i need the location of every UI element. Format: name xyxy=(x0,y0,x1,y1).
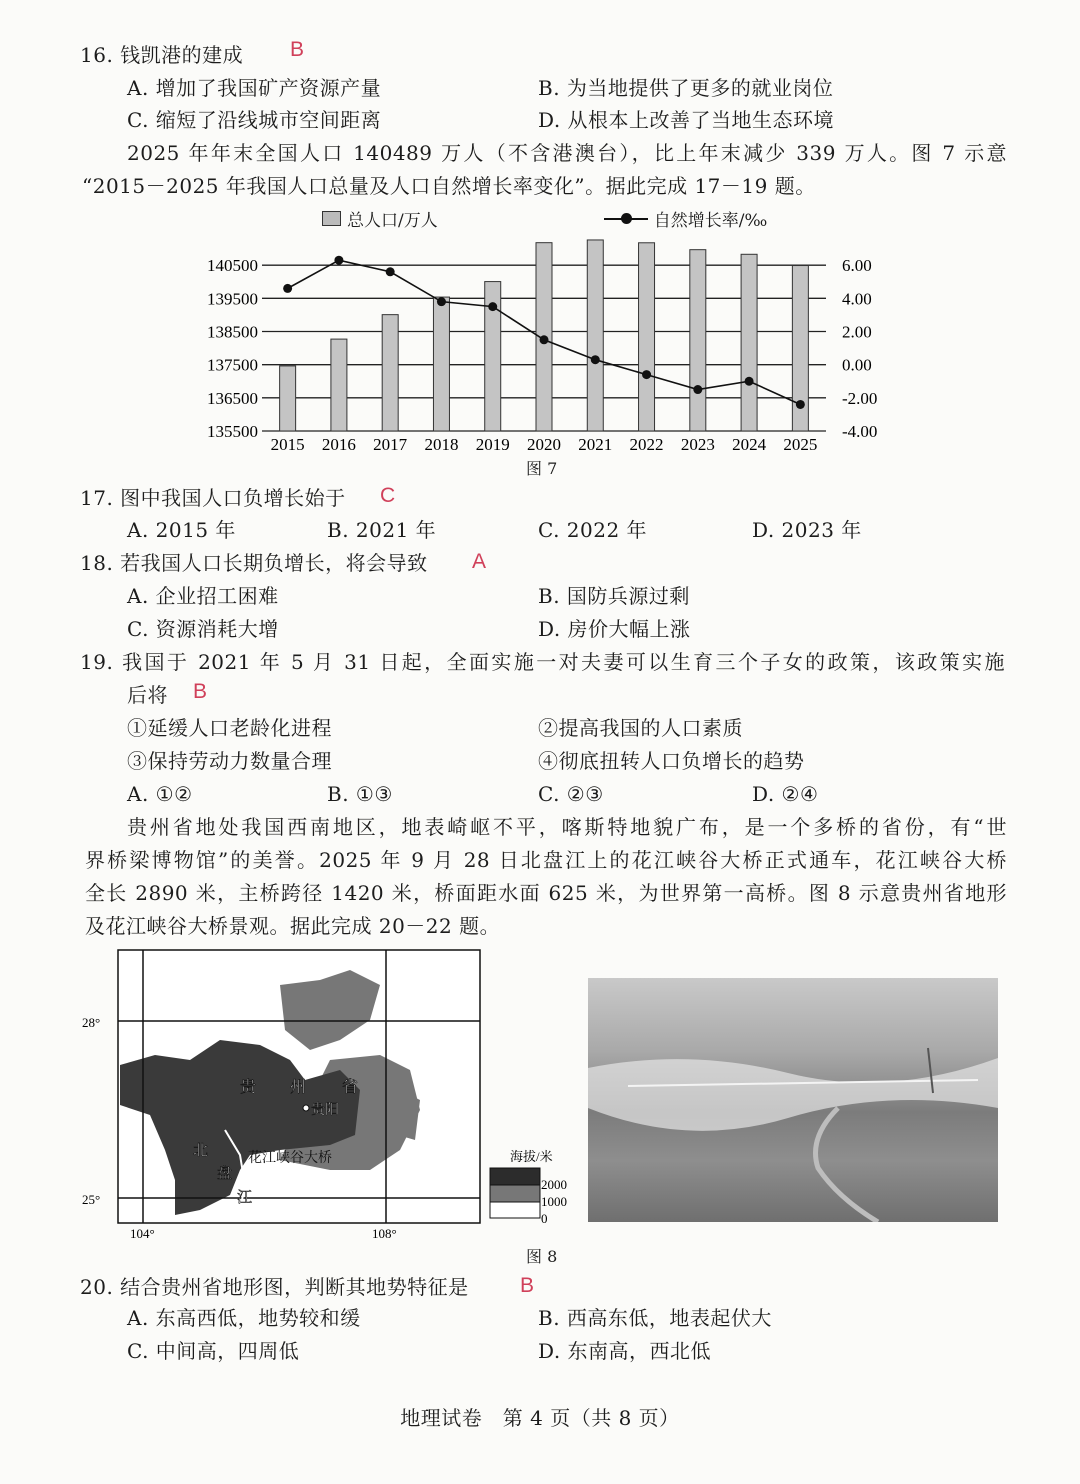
map-city-label: 贵阳 xyxy=(311,1103,339,1118)
map-label: 州 xyxy=(290,1079,307,1096)
q18-option-c: C. 资源消耗大增 xyxy=(127,617,279,641)
map-legend-value: 2000 xyxy=(541,1177,567,1192)
growth-rate-point xyxy=(386,267,395,276)
x-tick-label: 2023 xyxy=(680,435,715,454)
map-legend-value: 0 xyxy=(541,1211,548,1226)
q20-answer: B xyxy=(520,1274,535,1297)
passage1-line: 2025 年年末全国人口 140489 万人（不含港澳台），比上年末减少 339 万人。图 7 示意 xyxy=(127,141,1007,165)
lon-label-108: 108° xyxy=(372,1226,397,1240)
right-tick-label: -2.00 xyxy=(842,388,878,408)
population-bar xyxy=(382,315,398,431)
figure8-caption: 图 8 xyxy=(526,1247,558,1266)
legend-line-swatch xyxy=(604,218,648,220)
q19-item: ①延缓人口老龄化进程 xyxy=(127,716,332,740)
left-tick-label: 140500 xyxy=(207,256,258,276)
population-bar xyxy=(280,366,296,431)
growth-rate-point xyxy=(745,377,754,386)
map-river-label: 盘 xyxy=(217,1166,233,1182)
q20-option-a: A. 东高西低，地势较和缓 xyxy=(127,1306,361,1330)
q19-option-d: D. ②④ xyxy=(752,782,819,806)
x-tick-label: 2022 xyxy=(629,435,664,454)
q16-answer: B xyxy=(290,38,305,61)
population-chart xyxy=(180,230,900,465)
left-tick-label: 136500 xyxy=(207,388,258,408)
growth-rate-point xyxy=(488,302,497,311)
q18-answer: A xyxy=(472,550,487,573)
q16-option-d: D. 从根本上改善了当地生态环境 xyxy=(538,108,835,132)
passage2-line: 全长 2890 米，主桥跨径 1420 米，桥面距水面 625 米，为世界第一高桥。图 8 示意贵州省地形 xyxy=(85,881,1007,905)
passage2-line: 界桥梁博物馆”的美誉。2025 年 9 月 28 日北盘江上的花江峡谷大桥正式通车，花江峡谷大桥 xyxy=(85,848,1007,872)
x-tick-label: 2016 xyxy=(321,435,356,454)
q17-option-b: B. 2021 年 xyxy=(327,518,437,542)
q19-item: ②提高我国的人口素质 xyxy=(538,716,743,740)
figure7-caption: 图 7 xyxy=(526,459,558,478)
map-legend-value: 1000 xyxy=(541,1194,567,1209)
growth-rate-point xyxy=(796,400,805,409)
q17-option-d: D. 2023 年 xyxy=(752,518,862,542)
left-tick-label: 137500 xyxy=(207,355,258,375)
x-tick-label: 2024 xyxy=(732,435,767,454)
lon-label-104: 104° xyxy=(130,1226,155,1240)
q16-option-a: A. 增加了我国矿产资源产量 xyxy=(127,76,382,100)
population-bar xyxy=(639,243,655,431)
right-tick-label: 6.00 xyxy=(842,256,872,276)
growth-rate-point xyxy=(591,355,600,364)
q16-option-c: C. 缩短了沿线城市空间距离 xyxy=(127,108,382,132)
legend-bar-label: 总人口/万人 xyxy=(347,211,438,231)
x-tick-label: 2020 xyxy=(527,435,561,454)
guizhou-terrain-map xyxy=(80,940,580,1240)
map-label: 省 xyxy=(342,1079,359,1096)
left-tick-label: 138500 xyxy=(207,322,258,342)
passage2-line: 贵州省地处我国西南地区，地表崎岖不平，喀斯特地貌广布，是一个多桥的省份，有“世 xyxy=(127,815,1007,839)
population-bar xyxy=(741,254,757,431)
q19-stem: 19. 我国于 2021 年 5 月 31 日起，全面实施一对夫妻可以生育三个子女的政策，该政策实施 xyxy=(80,650,1005,674)
left-tick-label: 139500 xyxy=(207,289,258,309)
map-legend-title: 海拔/米 xyxy=(510,1149,553,1164)
legend-line-label: 自然增长率/‰ xyxy=(653,211,768,231)
q19-stem-cont: 后将 xyxy=(127,683,168,707)
growth-rate-point xyxy=(437,297,446,306)
q16-stem: 16. 钱凯港的建成 xyxy=(80,43,244,67)
q17-stem: 17. 图中我国人口负增长始于 xyxy=(80,486,346,510)
q19-option-b: B. ①③ xyxy=(327,782,393,806)
q17-answer: C xyxy=(380,484,396,507)
q19-option-a: A. ①② xyxy=(127,782,193,806)
growth-rate-point xyxy=(693,385,702,394)
population-bar xyxy=(331,339,347,431)
x-tick-label: 2021 xyxy=(578,435,613,454)
x-tick-label: 2019 xyxy=(475,435,510,454)
q17-option-a: A. 2015 年 xyxy=(127,518,236,542)
q19-item: ③保持劳动力数量合理 xyxy=(127,749,332,773)
lat-label-28: 28° xyxy=(82,1015,101,1030)
chart-legend xyxy=(322,206,767,231)
bridge-photo-drawing xyxy=(588,978,998,1222)
x-tick-label: 2015 xyxy=(270,435,305,454)
q16-option-b: B. 为当地提供了更多的就业岗位 xyxy=(538,76,834,100)
passage2-line: 及花江峡谷大桥景观。据此完成 20－22 题。 xyxy=(85,914,501,938)
map-river-label: 北 xyxy=(193,1143,209,1159)
growth-rate-point xyxy=(283,284,292,293)
x-tick-label: 2018 xyxy=(424,435,459,454)
right-tick-label: -4.00 xyxy=(842,422,878,441)
passage1-line: “2015－2025 年我国人口总量及人口自然增长率变化”。据此完成 17－19 题。 xyxy=(82,174,816,198)
q19-option-c: C. ②③ xyxy=(538,782,604,806)
q18-stem: 18. 若我国人口长期负增长，将会导致 xyxy=(80,551,428,575)
q20-option-d: D. 东南高，西北低 xyxy=(538,1339,712,1363)
q18-option-d: D. 房价大幅上涨 xyxy=(538,617,691,641)
q20-stem: 20. 结合贵州省地形图，判断其地势特征是 xyxy=(80,1275,469,1299)
bridge-photo xyxy=(588,978,998,1222)
x-tick-label: 2025 xyxy=(783,435,818,454)
legend-bar-swatch xyxy=(322,211,341,226)
lat-label-25: 25° xyxy=(82,1192,101,1207)
map-bridge-label: 花江峡谷大桥 xyxy=(248,1151,332,1166)
left-tick-label: 135500 xyxy=(207,422,258,441)
right-tick-label: 0.00 xyxy=(842,355,872,375)
growth-rate-point xyxy=(334,256,343,265)
map-label: 贵 xyxy=(240,1079,257,1096)
q18-option-a: A. 企业招工困难 xyxy=(127,584,279,608)
population-bar xyxy=(433,297,449,431)
page-footer: 地理试卷 第 4 页（共 8 页） xyxy=(400,1406,680,1430)
q20-option-b: B. 西高东低，地表起伏大 xyxy=(538,1306,772,1330)
q17-option-c: C. 2022 年 xyxy=(538,518,648,542)
map-river-label: 江 xyxy=(237,1190,253,1206)
x-tick-label: 2017 xyxy=(373,435,408,454)
growth-rate-point xyxy=(642,370,651,379)
growth-rate-point xyxy=(540,335,549,344)
population-bar xyxy=(690,250,706,431)
q19-answer: B xyxy=(193,680,208,703)
population-bar xyxy=(587,240,603,431)
q20-option-c: C. 中间高，四周低 xyxy=(127,1339,300,1363)
right-tick-label: 4.00 xyxy=(842,289,872,309)
q19-item: ④彻底扭转人口负增长的趋势 xyxy=(538,749,805,773)
right-tick-label: 2.00 xyxy=(842,322,872,342)
q18-option-b: B. 国防兵源过剩 xyxy=(538,584,690,608)
